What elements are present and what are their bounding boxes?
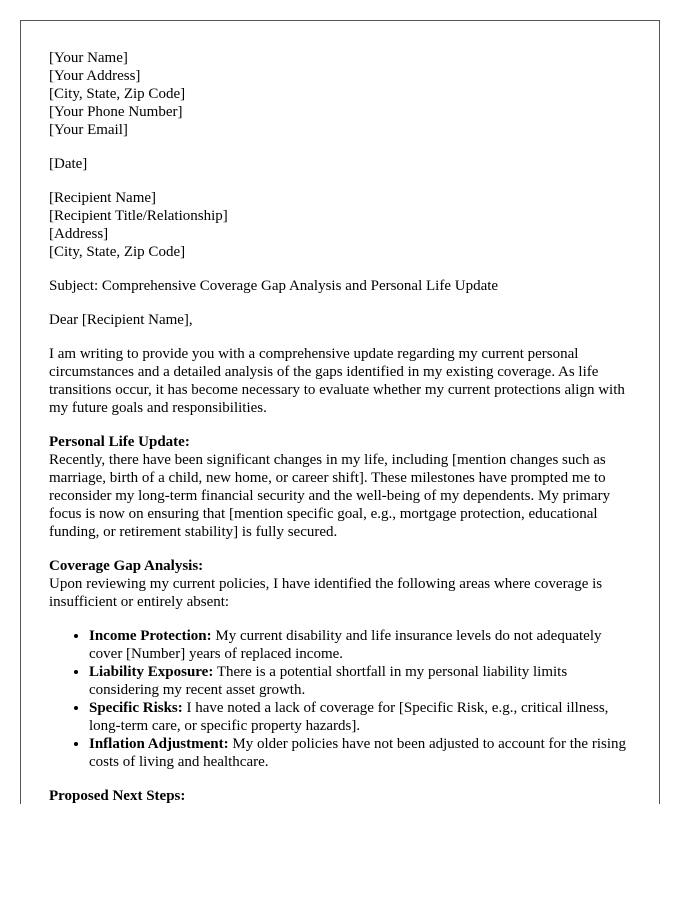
- gap-list-item: [89, 735, 633, 771]
- gap-item-text: My current disability and life insurance levels do not adequately cover [Number] years of replaced income.: [89, 628, 602, 662]
- sender-email: [Your Email]: [49, 122, 128, 138]
- gap-analysis-section: [49, 557, 633, 611]
- gap-item-title: Income Protection:: [89, 628, 212, 644]
- gap-analysis-body: Upon reviewing my current policies, I have identified the following areas where coverage is insufficient or entirely absent:: [49, 576, 603, 610]
- letter-date: [Date]: [49, 156, 88, 172]
- gap-item-title: Liability Exposure:: [89, 664, 214, 680]
- gap-analysis-heading: Coverage Gap Analysis:: [49, 558, 204, 574]
- next-steps-heading: Proposed Next Steps:: [49, 788, 186, 804]
- gap-item-title: Specific Risks:: [89, 700, 183, 716]
- gap-list-item: [89, 627, 633, 663]
- personal-update-section: [49, 433, 633, 541]
- letter-content: [49, 49, 633, 804]
- subject-line: Subject: Comprehensive Coverage Gap Analysis and Personal Life Update: [49, 278, 499, 294]
- sender-city-state-zip: [City, State, Zip Code]: [49, 86, 186, 102]
- recipient-block: [49, 189, 633, 261]
- gap-item-text: There is a potential shortfall in my personal liability limits considering my recent asset growth.: [89, 664, 568, 698]
- personal-update-body: Recently, there have been significant changes in my life, including [mention changes such as marriage, birth of a child, new home, or career shift]. These milestones have prompted me to reconsider my long-term financial security and the well-being of my dependents. My primary focus is now on ensuring that [mention specific goal, e.g., mortgage protection, educational funding, or retirement stability] is fully secured.: [49, 452, 611, 540]
- gap-item-title: Inflation Adjustment:: [89, 736, 229, 752]
- salutation: Dear [Recipient Name],: [49, 312, 193, 328]
- sender-block: [49, 49, 633, 139]
- intro-paragraph: I am writing to provide you with a comprehensive update regarding my current personal circumstances and a detailed analysis of the gaps identified in my existing coverage. As life transitions occur, it has become necessary to evaluate whether my current protections align with my future goals and responsibilities.: [49, 346, 625, 416]
- gap-item-text: I have noted a lack of coverage for [Specific Risk, e.g., critical illness, long-term care, or specific property hazards].: [89, 700, 609, 734]
- sender-address: [Your Address]: [49, 68, 141, 84]
- gap-list: [49, 627, 633, 771]
- recipient-address: [Address]: [49, 226, 109, 242]
- gap-list-item: [89, 663, 633, 699]
- recipient-title: [Recipient Title/Relationship]: [49, 208, 228, 224]
- personal-update-heading: Personal Life Update:: [49, 434, 190, 450]
- sender-name: [Your Name]: [49, 50, 128, 66]
- date-block: [49, 155, 633, 173]
- recipient-name: [Recipient Name]: [49, 190, 157, 206]
- gap-item-text: My older policies have not been adjusted to account for the rising costs of living and healthcare.: [89, 736, 626, 770]
- next-steps-section: [49, 787, 633, 804]
- recipient-city-state-zip: [City, State, Zip Code]: [49, 244, 186, 260]
- letter-page: [20, 20, 660, 804]
- gap-list-item: [89, 699, 633, 735]
- sender-phone: [Your Phone Number]: [49, 104, 183, 120]
